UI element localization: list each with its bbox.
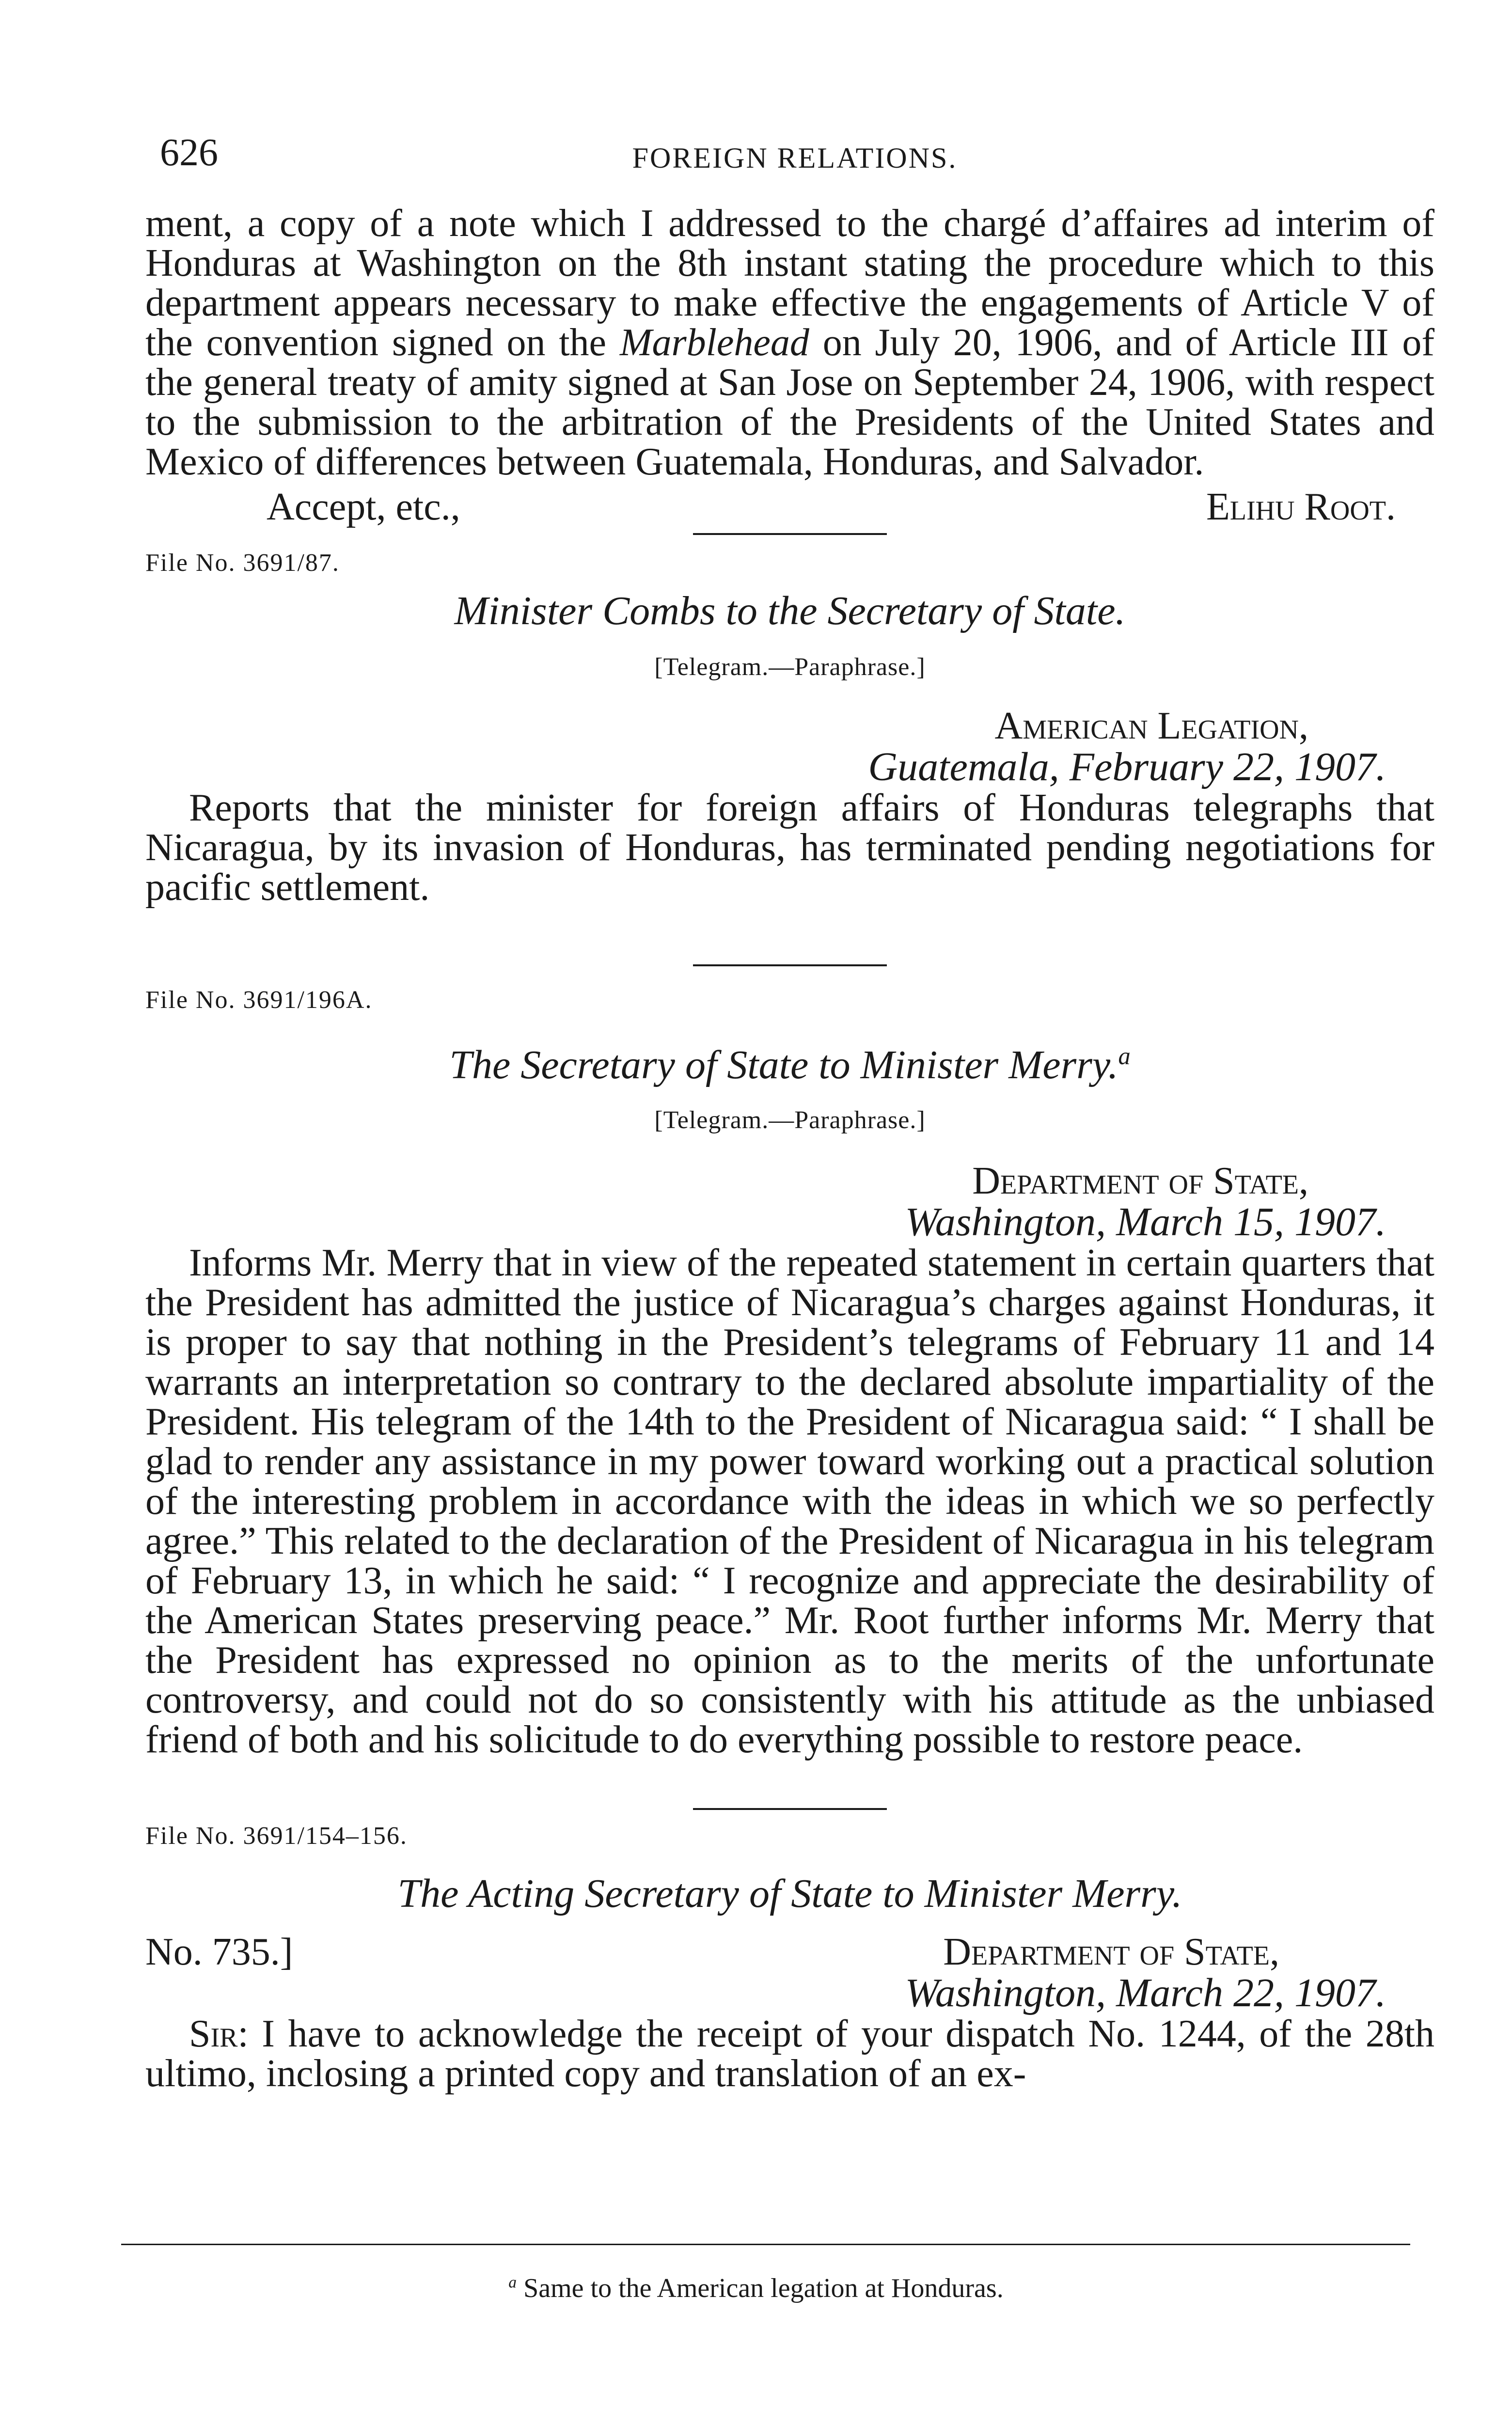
document-title xyxy=(145,1032,1434,1089)
section-divider xyxy=(693,533,887,535)
dateline: Washington, March 15, 1907. xyxy=(905,1199,1386,1244)
document-body: Reports that the minister for foreign affairs of Honduras telegraphs that Nicaragua, by its invasion of Honduras, has terminated pending negotiations for pacific settlement. xyxy=(145,787,1434,909)
footnote-divider xyxy=(121,2244,1410,2245)
intro-paragraph xyxy=(145,204,1434,482)
document-title: Minister Combs to the Secretary of State. xyxy=(454,588,1126,633)
dateline: Washington, March 22, 1907. xyxy=(905,1970,1386,2015)
file-number: File No. 3691/154–156. xyxy=(145,1822,408,1850)
document-body: Informs Mr. Merry that in view of the repeated statement in certain quarters that the President has admitted the justice of Nicaragua’s charges against Honduras, it is proper to say that nothing in the President’s telegrams of February 11 and 14 warrants an interpretation so contrary to the declared absolute impartiality of the President. His telegram of the 14th to the President of Nicaragua said: “ I shall be glad to render any assistance in my power toward working out a practical solution of the interesting problem in accordance with the ideas in which we so perfectly agree.” This related to the declaration of the President of Nicaragua in his telegram of February 13, in which he said: “ I recognize and appreciate the desirability of the American States preserving peace.” Mr. Root further informs Mr. Merry that the President has expressed no opinion as to the merits of the unfortunate controversy, and could not do so consistently with his attitude as the unbiased friend of both and his solicitude to do everything possible to restore peace. xyxy=(145,1242,1434,1761)
page-header xyxy=(160,131,1430,174)
closing-row xyxy=(145,487,1434,527)
telegram-note: [Telegram.—Paraphrase.] xyxy=(654,1106,926,1134)
section-divider xyxy=(693,964,887,966)
running-head: FOREIGN RELATIONS. xyxy=(632,142,958,174)
document-body xyxy=(145,2014,1434,2093)
sender-place: Department of State, xyxy=(943,1931,1279,1973)
footnote-marker: a xyxy=(508,2273,517,2292)
intro-text: ment, a copy of a note which I addressed to the chargé d’affaires ad interim of Honduras at Washington on the 8th instant stating the procedure which to this department appears necessary to make effective the engagements of Article V of the convention signed on the xyxy=(145,202,1434,364)
dispatch-number: No. 735.] xyxy=(145,1931,293,1973)
title-text: The Secretary of State to Minister Merry. xyxy=(449,1042,1118,1087)
intro-text-end: on July 20, 1906, and of Article III of the general treaty of amity signed at San Jose on September 24, 1906, with respect to the submission to the arbitration of the Presidents of the United States and Mexico of differences between Guatemala, Honduras, and Salvador. xyxy=(145,321,1435,483)
document-title: The Acting Secretary of State to Minister Merry. xyxy=(397,1871,1182,1916)
file-number: File No. 3691/87. xyxy=(145,549,340,577)
page-content xyxy=(145,204,1434,2093)
signature: Elihu Root. xyxy=(1206,486,1396,528)
closing-text: Accept, etc., xyxy=(267,486,460,528)
telegram-note: [Telegram.—Paraphrase.] xyxy=(654,653,926,681)
dateline: Guatemala, February 22, 1907. xyxy=(868,744,1386,789)
section-divider xyxy=(693,1808,887,1810)
body-text: I have to acknowledge the receipt of your dispatch No. 1244, of the 28th ultimo, inclosing a printed copy and translation of an ex- xyxy=(145,2013,1434,2095)
page-number: 626 xyxy=(160,131,218,174)
ship-name: Marblehead xyxy=(619,321,809,364)
sender-place: Department of State, xyxy=(972,1160,1308,1202)
footnote-text: Same to the American legation at Honduras. xyxy=(517,2273,1004,2303)
sender-place: American Legation, xyxy=(994,705,1308,747)
number-place-row xyxy=(145,1932,1434,1972)
footnote xyxy=(0,2273,1512,2304)
footnote-marker: a xyxy=(1118,1042,1131,1070)
file-number: File No. 3691/196A. xyxy=(145,986,373,1014)
salutation: Sir: xyxy=(189,2013,249,2055)
